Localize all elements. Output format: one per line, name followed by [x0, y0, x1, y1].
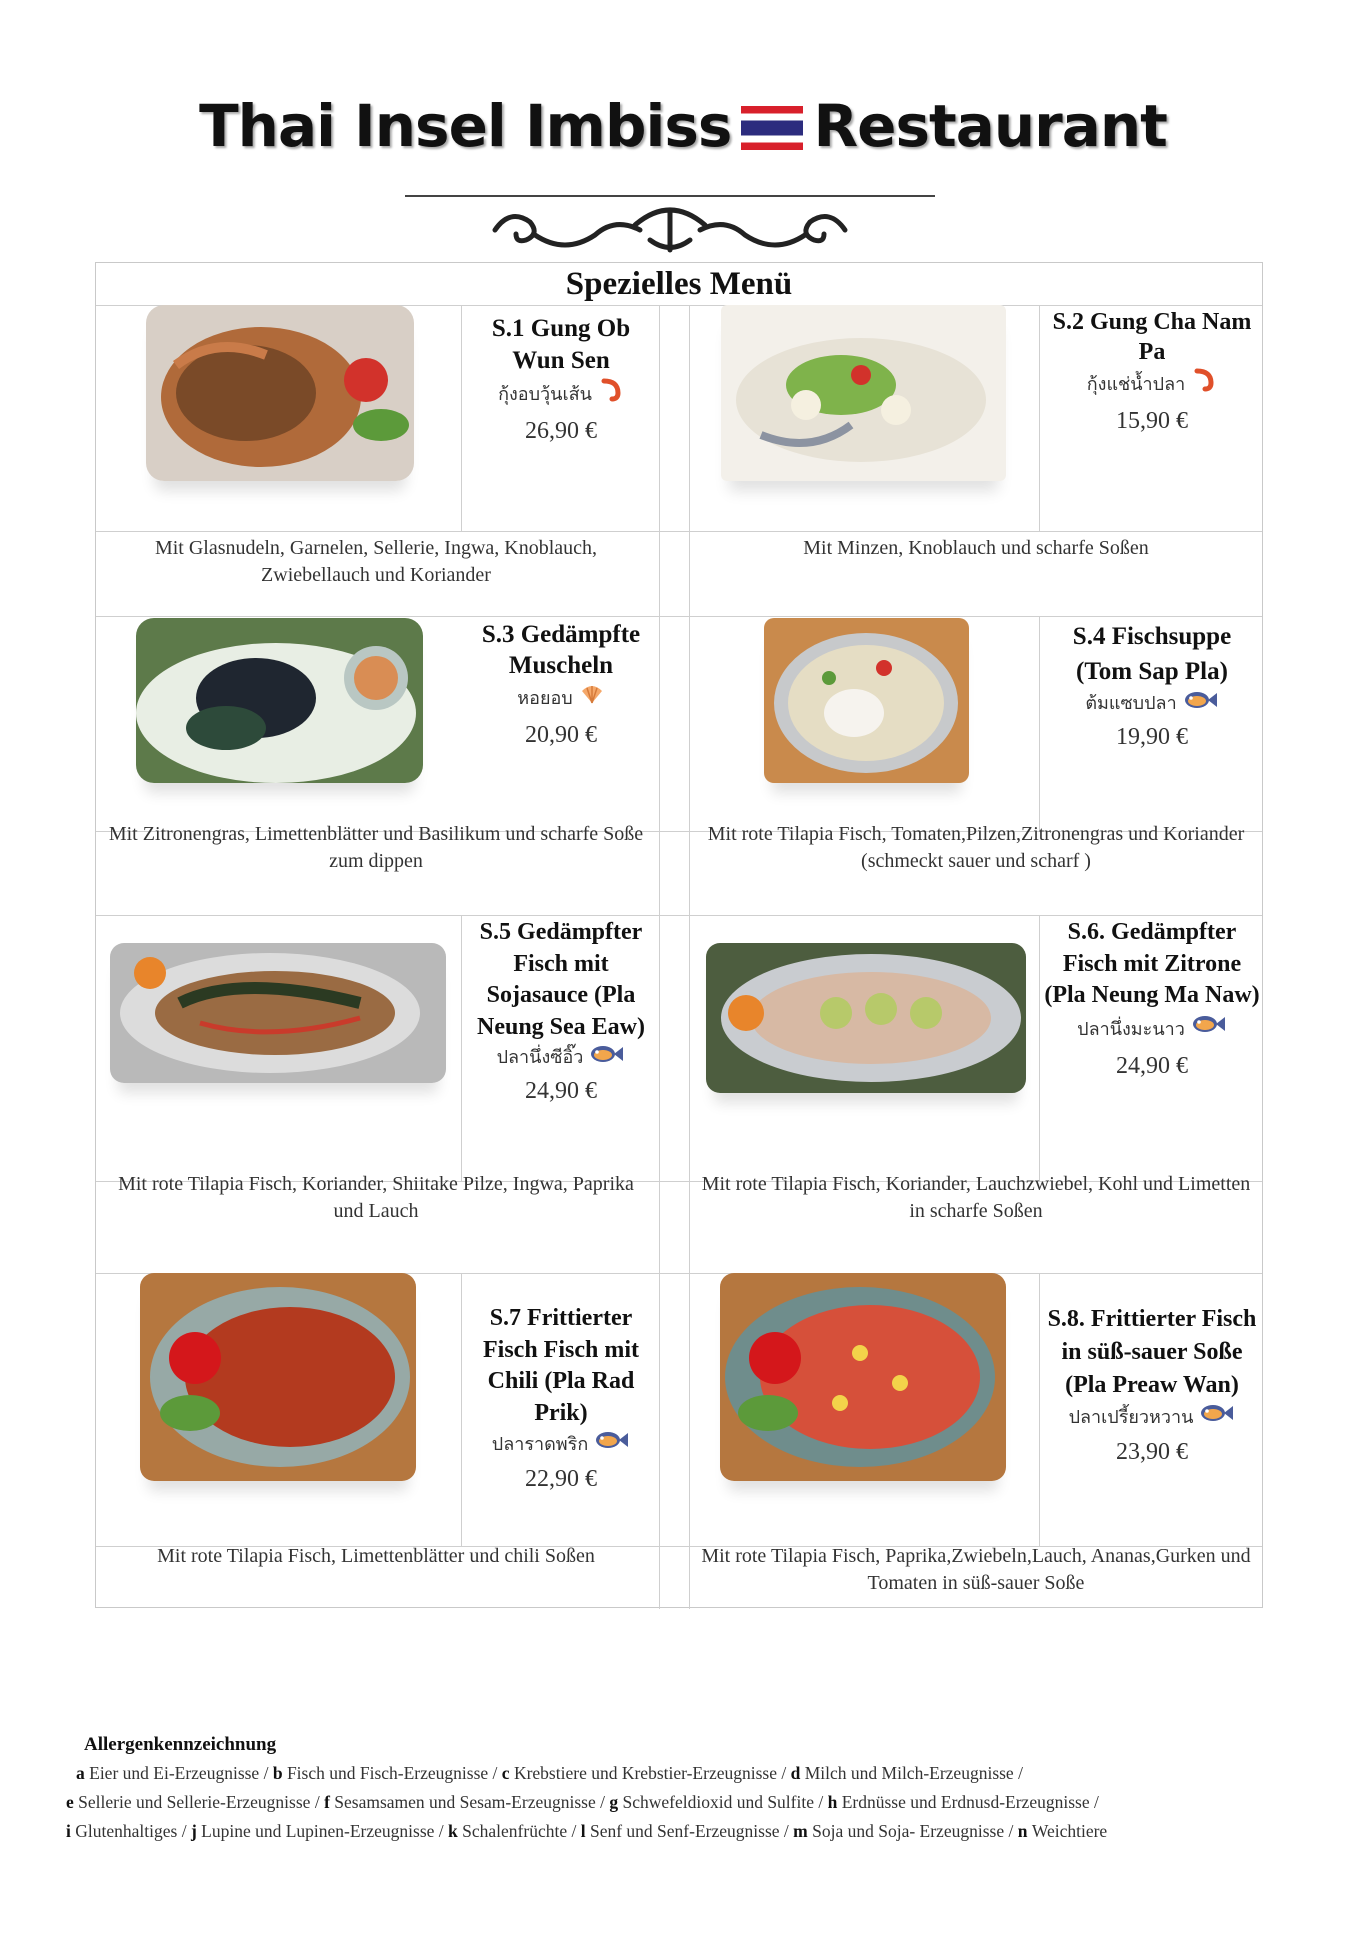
- fish-icon: [1191, 1012, 1227, 1048]
- menu-title: Spezielles Menü: [565, 266, 793, 302]
- dish-photo-s5: [110, 943, 446, 1083]
- dish-price: 20,90 €: [525, 722, 597, 748]
- dish-s3: [466, 619, 656, 753]
- dish-name: S.5 Gedämpfter Fisch mit Sojasauce (Pla Neung Sea Eaw): [476, 919, 645, 1040]
- dish-name: S.1 Gung Ob Wun Sen: [491, 315, 631, 374]
- dish-description-s2: Mit Minzen, Knoblauch und scharfe Soßen: [803, 537, 1149, 559]
- allergen-line: i Glutenhaltiges / j Lupine und Lupinen-Erzeugnisse / k Schalenfrüchte / l Senf und Senf-Erzeugnisse / m Soja und Soja- Erzeugnisse / n Weichtiere: [66, 1821, 1108, 1841]
- allergen-key: k: [448, 1821, 463, 1841]
- allergen-key: m: [793, 1821, 813, 1841]
- allergen-text: Lupine und Lupinen-Erzeugnisse: [201, 1821, 435, 1841]
- allergen-key: n: [1017, 1821, 1032, 1841]
- allergen-list: [66, 1759, 1326, 1846]
- dish-price: 22,90 €: [525, 1466, 597, 1492]
- dish-price: 24,90 €: [1116, 1052, 1188, 1079]
- fish-icon: [1199, 1402, 1235, 1434]
- allergen-key: h: [827, 1792, 842, 1812]
- dish-thai-name: หอยอบ: [466, 681, 656, 717]
- dish-photo-s7: [140, 1273, 416, 1481]
- allergen-text: Sesamsamen und Sesam-Erzeugnisse: [334, 1792, 596, 1812]
- dish-name: S.2 Gung Cha Nam Pa: [1052, 309, 1252, 365]
- thai-flag-icon: [741, 106, 803, 150]
- dish-s2: [1044, 307, 1260, 439]
- dish-price: 24,90 €: [525, 1078, 597, 1104]
- dish-price: 23,90 €: [1116, 1439, 1188, 1465]
- grid-line: [461, 915, 462, 1181]
- allergen-text: Krebstiere und Krebstier-Erzeugnisse: [513, 1763, 777, 1783]
- allergen-key: e: [66, 1792, 79, 1812]
- dish-name: S.4 Fischsuppe (Tom Sap Pla): [1072, 623, 1232, 685]
- dish-description-s1: Mit Glasnudeln, Garnelen, Sellerie, Ingwa, Knoblauch, Zwiebellauch und Koriander: [154, 537, 598, 586]
- dish-name: S.8. Frittierter Fisch in süß-sauer Soße (Pla Preaw Wan): [1047, 1306, 1257, 1398]
- shrimp-icon: [598, 377, 624, 413]
- grid-line: [1039, 915, 1040, 1181]
- fish-icon: [589, 1043, 625, 1073]
- allergen-text: Eier und Ei-Erzeugnisse: [89, 1763, 260, 1783]
- allergen-text: Soja und Soja- Erzeugnisse: [812, 1821, 1005, 1841]
- dish-thai-name: ปลานึ่งซีอิ๊ว: [466, 1043, 656, 1073]
- grid-line: [1039, 616, 1040, 831]
- dish-s8: [1044, 1303, 1260, 1470]
- dish-photo-s4: [764, 618, 969, 783]
- dish-description-s6: Mit rote Tilapia Fisch, Koriander, Lauchzwiebel, Kohl und Limetten in scharfe Soßen: [701, 1173, 1251, 1222]
- fish-icon: [1183, 689, 1219, 719]
- restaurant-title: [0, 92, 1366, 160]
- allergen-text: Fisch und Fisch-Erzeugnisse: [286, 1763, 489, 1783]
- dish-photo-s1: [146, 305, 414, 481]
- dish-s6: [1044, 917, 1260, 1084]
- allergen-text: Schwefeldioxid und Sulfite: [622, 1792, 814, 1812]
- allergen-text: Sellerie und Sellerie-Erzeugnisse: [78, 1792, 311, 1812]
- allergen-heading: Allergenkennzeichnung: [84, 1734, 277, 1755]
- allergen-text: Erdnüsse und Erdnusd-Erzeugnisse: [841, 1792, 1090, 1812]
- grid-line: [96, 531, 1262, 532]
- dish-thai-name: ปลาราดพริก: [466, 1429, 656, 1461]
- special-menu-table: [95, 262, 1263, 1608]
- grid-line: [96, 616, 1262, 617]
- allergen-key: i: [66, 1821, 76, 1841]
- shrimp-icon: [1191, 367, 1217, 403]
- dish-photo-s8: [720, 1273, 1006, 1481]
- dish-thai-name: กุ้งแช่น้ำปลา: [1044, 367, 1260, 403]
- dish-description-s4: Mit rote Tilapia Fisch, Tomaten,Pilzen,Zitronengras und Koriander (schmeckt sauer und scharf ): [707, 823, 1245, 872]
- grid-line: [96, 915, 1262, 916]
- allergen-legend: [66, 1730, 1326, 1846]
- title-right: Restaurant: [813, 92, 1167, 160]
- dish-price: 15,90 €: [1116, 408, 1188, 434]
- allergen-text: Senf und Senf-Erzeugnisse: [589, 1821, 780, 1841]
- dish-description-s3: Mit Zitronengras, Limettenblätter und Basilikum und scharfe Soße zum dippen: [108, 823, 644, 872]
- grid-line: [689, 305, 690, 1609]
- grid-line: [1039, 1273, 1040, 1546]
- dish-name: S.3 Gedämpfte Muscheln: [481, 621, 641, 679]
- dish-name: S.7 Frittierter Fisch Fisch mit Chili (Pla Rad Prik): [483, 1305, 639, 1426]
- allergen-key: l: [580, 1821, 590, 1841]
- dish-description-s8: Mit rote Tilapia Fisch, Paprika,Zwiebeln,Lauch, Ananas,Gurken und Tomaten in süß-sauer Soße: [701, 1545, 1251, 1594]
- dish-price: 19,90 €: [1116, 724, 1188, 750]
- dish-photo-s3: [136, 618, 423, 783]
- dish-photo-s6: [706, 943, 1026, 1093]
- dish-description-s5: Mit rote Tilapia Fisch, Koriander, Shiitake Pilze, Ingwa, Paprika und Lauch: [118, 1173, 634, 1222]
- grid-line: [461, 305, 462, 531]
- grid-line: [659, 305, 660, 1609]
- allergen-line: e Sellerie und Sellerie-Erzeugnisse / f Sesamsamen und Sesam-Erzeugnisse / g Schwefeldioxid und Sulfite / h Erdnüsse und Erdnusd-Erzeugnisse /: [66, 1792, 1099, 1812]
- allergen-line: a Eier und Ei-Erzeugnisse / b Fisch und Fisch-Erzeugnisse / c Krebstiere und Krebstier-Erzeugnisse / d Milch und Milch-Erzeugnisse /: [76, 1763, 1023, 1783]
- allergen-key: f: [324, 1792, 335, 1812]
- allergen-key: a: [76, 1763, 90, 1783]
- allergen-text: Glutenhaltiges: [75, 1821, 178, 1841]
- grid-line: [461, 1273, 462, 1546]
- dish-thai-name: ต้มแซบปลา: [1044, 689, 1260, 719]
- dish-s1: [466, 313, 656, 449]
- title-left: Thai Insel Imbiss: [199, 92, 732, 160]
- dish-thai-name: ปลาเปรี้ยวหวาน: [1044, 1402, 1260, 1434]
- fish-icon: [594, 1429, 630, 1461]
- ornament-divider: [405, 190, 935, 260]
- shell-icon: [579, 681, 605, 717]
- grid-line: [1039, 305, 1040, 531]
- dish-thai-name: ปลานึ่งมะนาว: [1044, 1012, 1260, 1048]
- allergen-key: j: [190, 1821, 202, 1841]
- dish-price: 26,90 €: [525, 418, 597, 444]
- allergen-text: Weichtiere: [1031, 1821, 1108, 1841]
- allergen-key: d: [790, 1763, 805, 1783]
- allergen-key: b: [272, 1763, 287, 1783]
- allergen-text: Milch und Milch-Erzeugnisse: [804, 1763, 1014, 1783]
- dish-photo-s2: [721, 305, 1006, 481]
- allergen-text: Schalenfrüchte: [462, 1821, 568, 1841]
- allergen-key: c: [501, 1763, 514, 1783]
- dish-name: S.6. Gedämpfter Fisch mit Zitrone (Pla Neung Ma Naw): [1044, 919, 1260, 1008]
- dish-s7: [466, 1303, 656, 1497]
- dish-description-s7: Mit rote Tilapia Fisch, Limettenblätter und chili Soßen: [157, 1545, 595, 1567]
- dish-s5: [466, 917, 656, 1109]
- dish-s4: [1044, 619, 1260, 755]
- dish-thai-name: กุ้งอบวุ้นเส้น: [466, 377, 656, 413]
- allergen-key: g: [609, 1792, 623, 1812]
